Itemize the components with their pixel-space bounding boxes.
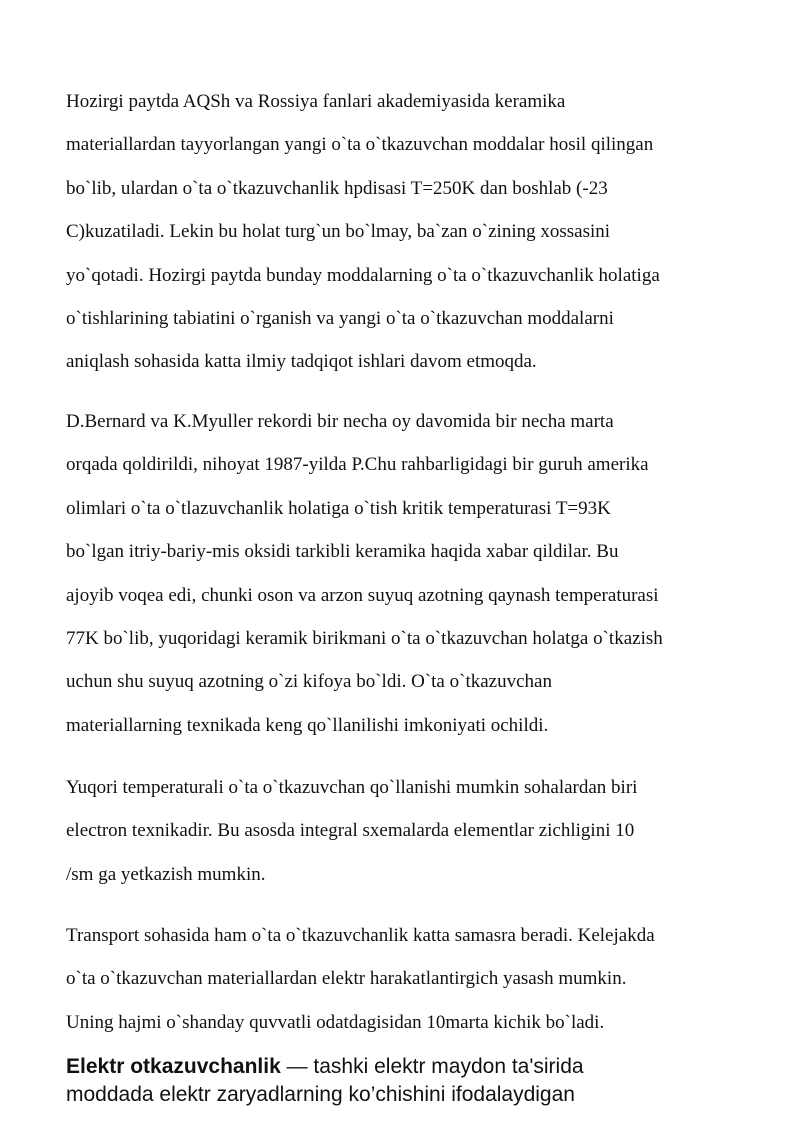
- text-line: o`tishlarining tabiatini o`rganish va yangi o`ta o`tkazuvchan moddalarni: [66, 307, 614, 329]
- paragraph-4: [66, 914, 766, 1044]
- text-line: yo`qotadi. Hozirgi paytda bunday moddalarning o`ta o`tkazuvchanlik holatiga: [66, 264, 660, 286]
- text-line: Transport sohasida ham o`ta o`tkazuvchanlik katta samasra beradi. Kelejakda: [66, 925, 655, 946]
- text-line: D.Bernard va K.Myuller rekordi bir necha oy davomida bir necha marta: [66, 411, 614, 432]
- text-line: orqada qoldirildi, nihoyat 1987-yilda P.Chu rahbarligidagi bir guruh amerika: [66, 454, 649, 476]
- text-line: Hozirgi paytda AQSh va Rossiya fanlari akademiyasida keramika: [66, 91, 566, 112]
- text-line: uchun shu suyuq azotning o`zi kifoya bo`ldi. O`ta o`tkazuvchan: [66, 671, 552, 693]
- definition-line-2: moddada elektr zaryadlarning ko’chishini ifodalaydigan: [66, 1083, 575, 1106]
- definition-line-1: [66, 1053, 786, 1081]
- text-line: Uning hajmi o`shanday quvvatli odatdagisidan 10marta kichik bo`ladi.: [66, 1011, 605, 1033]
- definition-text: — tashki elektr maydon ta'sirida: [280, 1055, 584, 1078]
- text-line: bo`lib, ulardan o`ta o`tkazuvchanlik hpdisasi T=250K dan boshlab (-23: [66, 177, 608, 199]
- definition-block: [66, 1053, 786, 1109]
- text-line: olimlari o`ta o`tlazuvchanlik holatiga o`tish kritik temperaturasi T=93K: [66, 497, 611, 519]
- text-line: bo`lgan itriy-bariy-mis oksidi tarkibli keramika haqida xabar qildilar. Bu: [66, 541, 619, 563]
- text-line: Yuqori temperaturali o`ta o`tkazuvchan qo`llanishi mumkin sohalardan biri: [66, 777, 638, 798]
- text-line: o`ta o`tkazuvchan materiallardan elektr harakatlantirgich yasash mumkin.: [66, 968, 627, 990]
- paragraph-1: [66, 80, 766, 384]
- paragraph-3: [66, 766, 766, 896]
- text-line: ajoyib voqea edi, chunki oson va arzon suyuq azotning qaynash temperaturasi: [66, 584, 659, 606]
- text-line: electron texnikadir. Bu asosda integral sxemalarda elementlar zichligini 10: [66, 820, 635, 842]
- text-line: materiallarning texnikada keng qo`llanilishi imkoniyati ochildi.: [66, 714, 549, 736]
- paragraph-2: [66, 400, 766, 747]
- text-line: aniqlash sohasida katta ilmiy tadqiqot ishlari davom etmoqda.: [66, 351, 537, 373]
- text-line: /sm ga yetkazish mumkin.: [66, 863, 266, 885]
- definition-term: Elektr otkazuvchanlik: [66, 1055, 281, 1078]
- text-line: materiallardan tayyorlangan yangi o`ta o`tkazuvchan moddalar hosil qilingan: [66, 134, 654, 156]
- text-line: C)kuzatiladi. Lekin bu holat turg`un bo`lmay, ba`zan o`zining xossasini: [66, 221, 611, 243]
- text-line: 77K bo`lib, yuqoridagi keramik birikmani o`ta o`tkazuvchan holatga o`tkazish: [66, 627, 663, 649]
